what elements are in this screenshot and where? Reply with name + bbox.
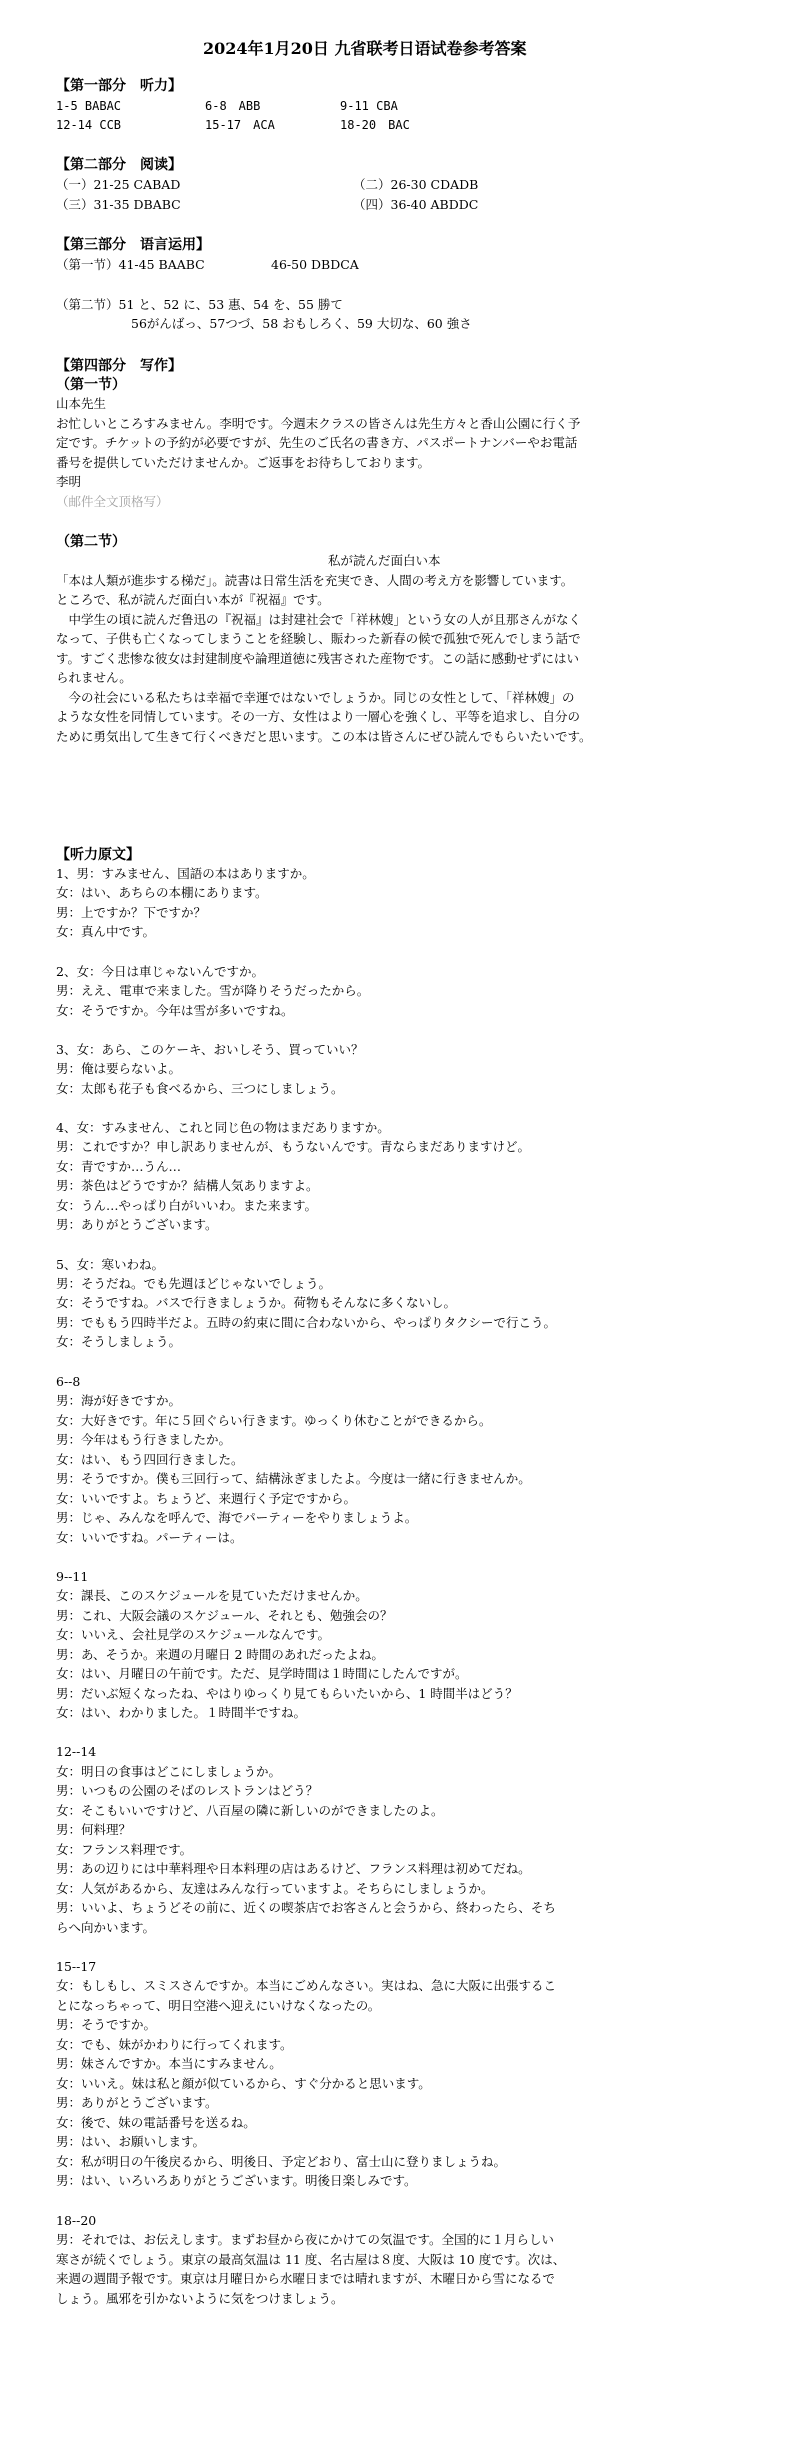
- transcript-line: 女：フランス料理です。: [56, 1842, 193, 1857]
- essay-line: 中学生の頃に読んだ鲁迅の『祝福』は封建社会で「祥林嫂」という女の人が且那さんがなく: [56, 612, 582, 627]
- essay-title: 私が読んだ面白い本: [328, 553, 441, 568]
- document-title: 2024年1月20日 九省联考日语试卷参考答案: [203, 39, 527, 58]
- transcript-line: 男：はい、いろいろありがとうございます。明後日楽しみです。: [56, 2173, 417, 2188]
- transcript-line: 9--11: [56, 1569, 89, 1584]
- answer-cell: 1-5 BABAC: [56, 99, 122, 113]
- transcript-line: 女：大好きです。年に５回ぐらい行きます。ゆっくり休むことができるから。: [56, 1413, 492, 1428]
- transcript-line: 2、女：今日は車じゃないんですか。: [56, 964, 264, 979]
- transcript-line: 女：いいですね。パーティーは。: [56, 1530, 243, 1545]
- transcript-line: 男：海が好きですか。: [56, 1393, 182, 1408]
- transcript-line: 女：課長、このスケジュールを見ていただけませんか。: [56, 1588, 368, 1603]
- transcript-line: 男：これ、大阪会議のスケジュール、それとも、勉強会の？: [56, 1608, 393, 1623]
- transcript-line: 男：そうだね。でも先週ほどじゃないでしょう。: [56, 1276, 332, 1291]
- transcript-line: 女：明日の食事はどこにしましょうか。: [56, 1764, 282, 1779]
- transcript-line: 6--8: [56, 1374, 81, 1389]
- transcript-line: 18--20: [56, 2213, 97, 2228]
- essay-line: ために勇気出して生きて行くべきだと思います。この本は皆さんにぜひ読んでもらいたいです。: [56, 729, 592, 744]
- essay-line: ところで、私が読んだ面白い本が『祝福』です。: [56, 592, 330, 607]
- letter-line: 李明: [56, 474, 82, 489]
- transcript-line: 男：でももう四時半だよ。五時の約束に間に合わないから、やっぱりタクシーで行こう。: [56, 1315, 557, 1330]
- answer-cell: （四）36-40 ABDDC: [353, 197, 479, 212]
- transcript-line: 女：人気があるから、友達はみんな行っていますよ。そちらにしましょうか。: [56, 1881, 494, 1896]
- transcript-line: 男：妹さんですか。本当にすみません。: [56, 2056, 282, 2071]
- transcript-line: しょう。風邪を引かないように気をつけましょう。: [56, 2291, 344, 2306]
- part4-heading: 【第四部分 写作】: [56, 358, 182, 374]
- transcript-line: 男：それでは、お伝えします。まずお昼から夜にかけての気温です。全国的に１月らしい: [56, 2232, 555, 2247]
- transcript-line: 男：じゃ、みんなを呼んで、海でパーティーをやりましょうよ。: [56, 1510, 418, 1525]
- transcript-line: 12--14: [56, 1744, 97, 1759]
- transcript-line: 女：いいですよ。ちょうど、来週行く予定ですから。: [56, 1491, 357, 1506]
- transcript-line: 男：茶色はどうですか？結構人気ありますよ。: [56, 1178, 319, 1193]
- letter-line: 番号を提供していただけませんか。ご返事をお待ちしております。: [56, 455, 431, 470]
- transcript-line: 5、女：寒いわね。: [56, 1257, 164, 1272]
- transcript-line: 男：いいよ、ちょうどその前に、近くの喫茶店でお客さんと会うから、終わったら、そち: [56, 1900, 556, 1915]
- answer-cell: （三）31-35 DBABC: [56, 197, 181, 212]
- transcript-line: 男：これですか？申し訳ありませんが、もうないんです。青ならまだありますけど。: [56, 1139, 531, 1154]
- part2-heading: 【第二部分 阅读】: [56, 157, 182, 173]
- transcript-line: 4、女：すみません、これと同じ色の物はまだありますか。: [56, 1120, 390, 1135]
- answer-cell: 12-14 CCB: [56, 118, 122, 132]
- essay-line: 「本は人類が進歩する梯だ」。読書は日常生活を充実でき、人間の考え方を影響しています。: [56, 573, 574, 588]
- transcript-line: 男：ありがとうございます。: [56, 1217, 218, 1232]
- transcript-line: 男：だいぶ短くなったね、やはりゆっくり見てもらいたいから、1 時間半はどう？: [56, 1686, 518, 1701]
- part4-section1-label: （第一节）: [56, 377, 126, 393]
- section2-answers-b: 56がんばっ、57つづ、58 おもしろく、59 大切な、60 強さ: [131, 316, 472, 331]
- section1-answers-b: 46-50 DBDCA: [271, 257, 359, 272]
- section2-answers: （第二节）51 と、52 に、53 惠、54 を、55 勝て: [56, 297, 343, 312]
- answer-cell: 18-20 BAC: [340, 118, 410, 132]
- transcript-line: 女：そうですね。バスで行きましょうか。荷物もそんなに多くないし。: [56, 1295, 457, 1310]
- transcript-line: 女：青ですか…うん…: [56, 1159, 182, 1174]
- transcript-line: 女：でも、妹がかわりに行ってくれます。: [56, 2037, 293, 2052]
- transcript-line: 女：後で、妹の電話番号を送るね。: [56, 2115, 256, 2130]
- transcript-line: 男：あ、そうか。来週の月曜日 2 時間のあれだったよね。: [56, 1647, 384, 1662]
- letter-line: 定です。チケットの予約が必要ですが、先生のご氏名の書き方、パスポートナンバーやお電話: [56, 435, 578, 450]
- transcript-line: 女：そこもいいですけど、八百屋の隣に新しいのができましたのよ。: [56, 1803, 444, 1818]
- essay-line: られません。: [56, 670, 132, 685]
- part3-heading: 【第三部分 语言运用】: [56, 237, 210, 253]
- transcript-line: 3、女：あら、このケーキ、おいしそう、買っていい？: [56, 1042, 364, 1057]
- transcript-line: 女：はい、わかりました。１時間半ですね。: [56, 1705, 307, 1720]
- transcript-line: 女：もしもし、スミスさんですか。本当にごめんなさい。実はね、急に大阪に出張するこ: [56, 1978, 557, 1993]
- transcript-line: 女：そうしましょう。: [56, 1334, 182, 1349]
- transcript-line: 男：俺は要らないよ。: [56, 1061, 182, 1076]
- transcript-line: 1、男：すみません、国語の本はありますか。: [56, 866, 315, 881]
- transcript-line: 男：上ですか？下ですか？: [56, 905, 207, 920]
- transcript-line: 男：そうですか。: [56, 2017, 157, 2032]
- transcript-line: 来週の週間予報です。東京は月曜日から水曜日までは晴れますが、木曜日から雪になるで: [56, 2271, 555, 2286]
- answer-cell: 6-8 ABB: [205, 99, 261, 113]
- transcript-line: 女：私が明日の午後戻るから、明後日、予定どおり、富士山に登りましょうね。: [56, 2154, 507, 2169]
- transcript-line: 男：あの辺りには中華料理や日本料理の店はあるけど、フランス料理は初めてだね。: [56, 1861, 531, 1876]
- transcript-line: 男：何料理？: [56, 1822, 132, 1837]
- answer-cell: （二）26-30 CDADB: [353, 177, 479, 192]
- letter-line: お忙しいところすみません。李明です。今週末クラスの皆さんは先生方々と香山公園に行く予: [56, 416, 581, 431]
- transcript-line: 男：今年はもう行きましたか。: [56, 1432, 232, 1447]
- essay-line: ような女性を同情しています。その一方、女性はより一層心を強くし、平等を追求し、自分の: [56, 709, 581, 724]
- transcript-line: とになっちゃって、明日空港へ迎えにいけなくなったの。: [56, 1998, 381, 2013]
- transcript-line: 女：いいえ。妹は私と顔が似ているから、すぐ分かると思います。: [56, 2076, 431, 2091]
- part1-heading: 【第一部分 听力】: [56, 78, 182, 94]
- transcript-line: 男：そうですか。僕も三回行って、結構泳ぎましたよ。今度は一緒に行きませんか。: [56, 1471, 531, 1486]
- transcript-line: 女：うん…やっぱり白がいいわ。また来ます。: [56, 1198, 318, 1213]
- essay-line: す。すごく悲惨な彼女は封建制度や論理道徳に残害された産物です。この話に感動せずにはい: [56, 651, 580, 666]
- answer-cell: 15-17 ACA: [205, 118, 275, 132]
- transcript-line: 女：はい、あちらの本棚にあります。: [56, 885, 268, 900]
- letter-note: （邮件全文顶格写）: [56, 494, 169, 509]
- section1-answers: （第一节）41-45 BAABC: [56, 257, 205, 272]
- transcript-line: 15--17: [56, 1959, 97, 1974]
- transcript-line: 女：はい、もう四回行きました。: [56, 1452, 244, 1467]
- transcript-line: 男：ありがとうございます。: [56, 2095, 218, 2110]
- answer-cell: （一）21-25 CABAD: [56, 177, 181, 192]
- listening-heading: 【听力原文】: [56, 847, 140, 863]
- essay-line: 今の社会にいる私たちは幸福で幸運ではないでしょうか。同じの女性として、「祥林嫂」の: [56, 690, 575, 705]
- answer-cell: 9-11 CBA: [340, 99, 398, 113]
- transcript-line: 女：はい、月曜日の午前です。ただ、見学時間は１時間にしたんですが。: [56, 1666, 468, 1681]
- transcript-line: 男：いつもの公園のそばのレストランはどう？: [56, 1783, 319, 1798]
- transcript-line: 女：いいえ、会社見学のスケジュールなんです。: [56, 1627, 331, 1642]
- transcript-line: 寒さが続くでしょう。東京の最高気温は 11 度、名古屋は８度、大阪は 10 度です。次は、: [56, 2252, 566, 2267]
- transcript-line: 男：ええ、電車で来ました。雪が降りそうだったから。: [56, 983, 370, 998]
- transcript-line: 女：太郎も花子も食べるから、三つにしましょう。: [56, 1081, 344, 1096]
- transcript-line: 女：そうですか。今年は雪が多いですね。: [56, 1003, 294, 1018]
- letter-line: 山本先生: [56, 396, 107, 411]
- part4-section2-label: （第二节）: [56, 534, 126, 550]
- transcript-line: 男：はい、お願いします。: [56, 2134, 206, 2149]
- essay-line: なって、子供も亡くなってしまうことを経験し、賑わった新春の候で孤独で死んでしまう話で: [56, 631, 581, 646]
- transcript-line: らへ向かいます。: [56, 1920, 156, 1935]
- transcript-line: 女：真ん中です。: [56, 924, 156, 939]
